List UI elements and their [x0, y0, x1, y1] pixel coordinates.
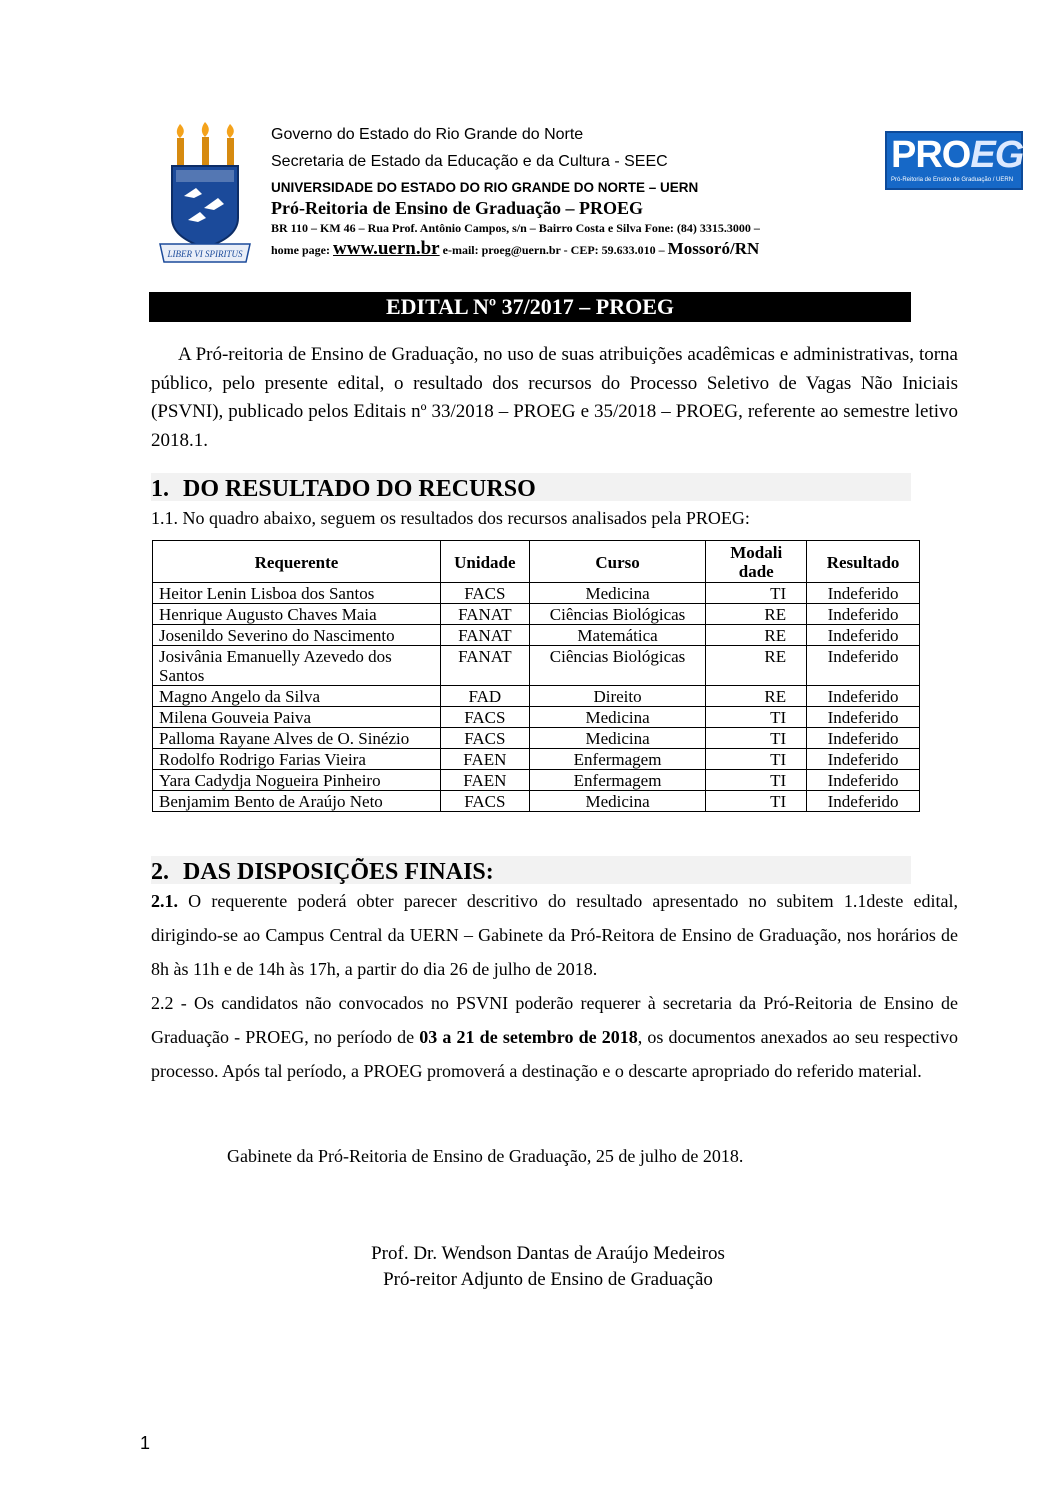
crest-motto: LIBER VI SPIRITUS: [167, 249, 243, 259]
cell-unidade: FANAT: [440, 604, 529, 625]
header-unidade: Unidade: [440, 541, 529, 583]
table-row: [153, 583, 920, 604]
cell-curso: Enfermagem: [529, 770, 706, 791]
cell-resultado: Indeferido: [807, 770, 920, 791]
signatory-role: Pró-reitor Adjunto de Ensino de Graduação: [383, 1269, 713, 1290]
cell-unidade: FACS: [440, 583, 529, 604]
subitem-2-2-period: 03 a 21 de setembro de 2018: [419, 1027, 638, 1047]
intro-paragraph: A Pró-reitoria de Ensino de Graduação, no uso de suas atribuições acadêmicas e administrativas, torna público, pelo presente edital, o resultado dos recursos do Processo Seletivo de Vagas Não Iniciais (PSVNI), publicado pelos Editais nº 33/2018 – PROEG e 35/2018 – PROEG, referente ao semestre letivo 2018.1.: [151, 344, 958, 451]
cell-curso: Medicina: [529, 728, 706, 749]
cell-requerente: Milena Gouveia Paiva: [153, 707, 441, 728]
cell-resultado: Indeferido: [807, 728, 920, 749]
cell-resultado: Indeferido: [807, 625, 920, 646]
cell-requerente: Benjamim Bento de Araújo Neto: [153, 791, 441, 812]
cell-unidade: FACS: [440, 791, 529, 812]
cell-modalidade: TI: [706, 707, 807, 728]
subitem-2-2-text-b: , os documentos anexados ao seu respectivo processo. Após tal período, a PROEG promoverá a destinação e o descarte apropriado do referido material.: [151, 1027, 958, 1081]
header-requerente: Requerente: [153, 541, 441, 583]
cell-resultado: Indeferido: [807, 646, 920, 686]
cell-unidade: FAEN: [440, 770, 529, 791]
cell-resultado: Indeferido: [807, 583, 920, 604]
header-address-line: BR 110 – KM 46 – Rua Prof. Antônio Campos, s/n – Bairro Costa e Silva Fone: (84) 3315.3000 –: [271, 221, 760, 235]
cell-modalidade: TI: [706, 749, 807, 770]
cell-unidade: FACS: [440, 728, 529, 749]
cell-modalidade: RE: [706, 604, 807, 625]
cell-resultado: Indeferido: [807, 686, 920, 707]
homepage-link[interactable]: www.uern.br: [333, 238, 440, 259]
cell-resultado: Indeferido: [807, 749, 920, 770]
header-contact-line: [271, 238, 759, 260]
header-curso: Curso: [529, 541, 706, 583]
cell-curso: Medicina: [529, 707, 706, 728]
header-government-line: Governo do Estado do Rio Grande do Norte: [271, 126, 584, 143]
cell-requerente: Yara Cadydja Nogueira Pinheiro: [153, 770, 441, 791]
cell-requerente: Rodolfo Rodrigo Farias Vieira: [153, 749, 441, 770]
cell-requerente: Heitor Lenin Lisboa dos Santos: [153, 583, 441, 604]
cell-modalidade: RE: [706, 686, 807, 707]
header-resultado: Resultado: [807, 541, 920, 583]
cell-curso: Medicina: [529, 583, 706, 604]
cell-curso: Matemática: [529, 625, 706, 646]
cell-unidade: FAEN: [440, 749, 529, 770]
section-1-heading: [151, 473, 911, 501]
cell-modalidade: TI: [706, 791, 807, 812]
header-secretariat-line: Secretaria de Estado da Educação e da Cultura - SEEC: [271, 153, 668, 170]
subitem-2-1-label: 2.1.: [151, 891, 178, 911]
subitem-2-2-text-a: 2.2 - Os candidatos não convocados no PSVNI poderão requerer à secretaria da Pró-Reitoria de Ensino de Graduação - PROEG, no período de: [151, 993, 958, 1047]
table-body: [153, 583, 920, 812]
cell-curso: Enfermagem: [529, 749, 706, 770]
table-row: [153, 686, 920, 707]
results-table: [152, 540, 920, 812]
cell-curso: Ciências Biológicas: [529, 646, 706, 686]
cell-unidade: FANAT: [440, 646, 529, 686]
homepage-label: home page:: [271, 243, 330, 257]
signatory-name: Prof. Dr. Wendson Dantas de Araújo Medeiros: [371, 1243, 725, 1264]
header-proeg-line: Pró-Reitoria de Ensino de Graduação – PROEG: [271, 198, 643, 218]
city-text: Mossoró/RN: [667, 239, 760, 258]
edital-title: EDITAL Nº 37/2017 – PROEG: [149, 292, 911, 322]
cell-unidade: FANAT: [440, 625, 529, 646]
table-row: [153, 604, 920, 625]
section-1-title: DO RESULTADO DO RECURSO: [183, 476, 536, 502]
email-cep-text: e-mail: proeg@uern.br - CEP: 59.633.010 –: [442, 243, 668, 257]
cell-modalidade: RE: [706, 646, 807, 686]
cell-requerente: Josenildo Severino do Nascimento: [153, 625, 441, 646]
cell-resultado: Indeferido: [807, 604, 920, 625]
page-number: 1: [140, 1433, 151, 1453]
cell-requerente: Palloma Rayane Alves de O. Sinézio: [153, 728, 441, 749]
closing-date-line: Gabinete da Pró-Reitoria de Ensino de Graduação, 25 de julho de 2018.: [227, 1146, 744, 1166]
cell-curso: Direito: [529, 686, 706, 707]
logo-tagline: Pró-Reitoria de Ensino de Graduação / UERN: [891, 177, 1014, 183]
cell-modalidade: TI: [706, 583, 807, 604]
subitem-2-1-text: O requerente poderá obter parecer descritivo do resultado apresentado no subitem 1.1deste edital, dirigindo-se ao Campus Central da UERN – Gabinete da Pró-Reitora de Ensino de Graduação, nos horários de 8h às 11h e de 14h às 17h, a partir do dia 26 de julho de 2018.: [151, 891, 958, 979]
cell-modalidade: TI: [706, 728, 807, 749]
table-row: [153, 728, 920, 749]
cell-unidade: FACS: [440, 707, 529, 728]
section-2-heading: [151, 856, 911, 884]
cell-requerente: Henrique Augusto Chaves Maia: [153, 604, 441, 625]
cell-modalidade: TI: [706, 770, 807, 791]
cell-requerente: Magno Angelo da Silva: [153, 686, 441, 707]
table-row: [153, 749, 920, 770]
cell-resultado: Indeferido: [807, 791, 920, 812]
torch-icon: [177, 122, 234, 166]
cell-curso: Ciências Biológicas: [529, 604, 706, 625]
cell-unidade: FAD: [440, 686, 529, 707]
header-university-line: UNIVERSIDADE DO ESTADO DO RIO GRANDE DO NORTE – UERN: [271, 180, 699, 195]
table-row: [153, 625, 920, 646]
subitem-2-2: [151, 986, 958, 1088]
proeg-logo: [885, 131, 1023, 190]
section-1-number: 1.: [151, 476, 169, 502]
logo-eg-text: EG: [970, 134, 1024, 176]
cell-curso: Medicina: [529, 791, 706, 812]
table-row: [153, 770, 920, 791]
header-modalidade: Modali dade: [706, 541, 807, 583]
subitem-2-1: [151, 884, 958, 986]
table-row: [153, 791, 920, 812]
uern-crest-logo: [158, 122, 252, 268]
section-2-number: 2.: [151, 859, 169, 885]
table-header-row: [153, 541, 920, 583]
subitem-1-1: 1.1. No quadro abaixo, seguem os resultados dos recursos analisados pela PROEG:: [151, 508, 750, 528]
table-row: [153, 707, 920, 728]
section-2-title: DAS DISPOSIÇÕES FINAIS:: [183, 859, 494, 885]
table-row: [153, 646, 920, 686]
cell-requerente: Josivânia Emanuelly Azevedo dos Santos: [153, 646, 441, 686]
cell-resultado: Indeferido: [807, 707, 920, 728]
cell-modalidade: RE: [706, 625, 807, 646]
logo-pro-text: PRO: [891, 134, 971, 176]
